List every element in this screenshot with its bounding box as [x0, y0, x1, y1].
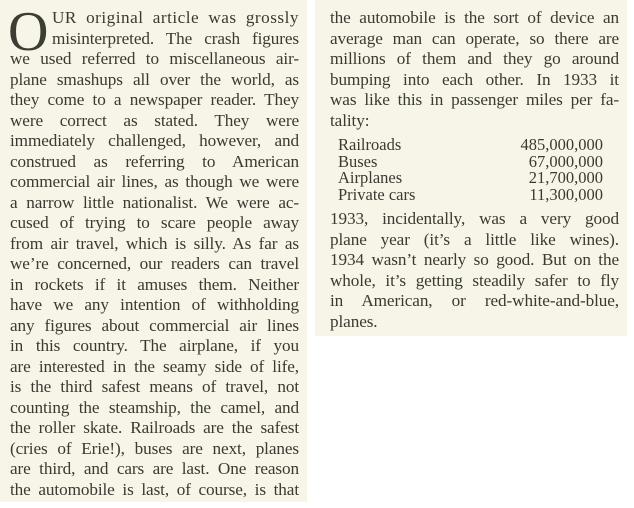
- mode-cell: Railroads: [338, 135, 402, 154]
- miles-cell: 485,000,000: [520, 135, 603, 154]
- text-line: whole, it’s getting steadily safer to fly: [330, 270, 619, 290]
- text-line: are interested in the seamy side of life,: [10, 356, 299, 376]
- text-line: planes.: [330, 311, 378, 331]
- text-line: plane smashups all over the world, as: [10, 69, 299, 89]
- text-line: cused of trying to scare people away: [10, 213, 299, 232]
- text-line: we used referred to miscellaneous air-: [10, 49, 299, 68]
- text-line: counting the steamship, the camel, and: [10, 397, 299, 417]
- text-line: a narrow little nationalist. We were ac-: [10, 192, 299, 212]
- mode-cell: Airplanes: [338, 168, 403, 187]
- text-line: any figures about commercial air lines: [10, 315, 299, 335]
- text-line: commercial air lines, as though we were: [10, 172, 299, 191]
- text-line: are third, and cars are last. One reason: [10, 459, 299, 478]
- text-line: average man can operate, so there are: [330, 28, 619, 48]
- text-line: tality:: [330, 110, 370, 130]
- text-line: immediately challenged, however, and: [10, 131, 299, 150]
- text-line: were correct as stated. They were: [10, 110, 299, 130]
- text-line: have we any intention of withholding: [10, 295, 299, 314]
- right-column: [315, 0, 627, 336]
- text-line: construed as referring to American: [10, 151, 299, 171]
- text-line: the automobile is the sort of device an: [330, 8, 619, 27]
- mode-cell: Buses: [338, 151, 378, 171]
- text-line: was like this in passenger miles per fa-: [330, 90, 619, 109]
- text-line: the roller skate. Railroads are the safest: [10, 418, 299, 437]
- text-line: misinterpreted. The crash figures: [52, 28, 299, 48]
- text-line: millions of them and they go around: [330, 49, 619, 68]
- text-line: we’re concerned, our readers can travel: [10, 254, 299, 273]
- text-line: the automobile is last, of course, is that: [10, 479, 299, 499]
- text-line: in this country. The airplane, if you: [10, 336, 299, 355]
- miles-cell: 11,300,000: [529, 184, 603, 204]
- left-column: [0, 0, 307, 502]
- drop-cap: O: [8, 1, 49, 63]
- text-line: from air travel, which is silly. As far as: [10, 233, 299, 253]
- text-line: plane year (it’s a little like wines).: [330, 229, 619, 249]
- text-line: 1934 wasn’t nearly so good. But on the: [330, 250, 619, 269]
- text-line: 1933, incidentally, was a very good: [330, 209, 619, 228]
- text-line: bumping into each other. In 1933 it: [330, 69, 619, 89]
- text-line: in rockets if it amuses them. Neither: [10, 274, 299, 294]
- mode-cell: Private cars: [338, 184, 416, 204]
- text-line: in American, or red-white-and-blue,: [330, 291, 619, 310]
- table-row: [338, 187, 603, 204]
- text-line: is the third safest means of travel, not: [10, 377, 299, 396]
- miles-cell: 21,700,000: [528, 168, 603, 187]
- fatality-stats-table: [338, 137, 603, 203]
- miles-cell: 67,000,000: [528, 151, 603, 171]
- text-line: (cries of Erie!), buses are next, planes: [10, 438, 299, 458]
- text-line: UR original article was grossly: [52, 8, 299, 27]
- text-line: they come to a newspaper reader. They: [10, 90, 299, 109]
